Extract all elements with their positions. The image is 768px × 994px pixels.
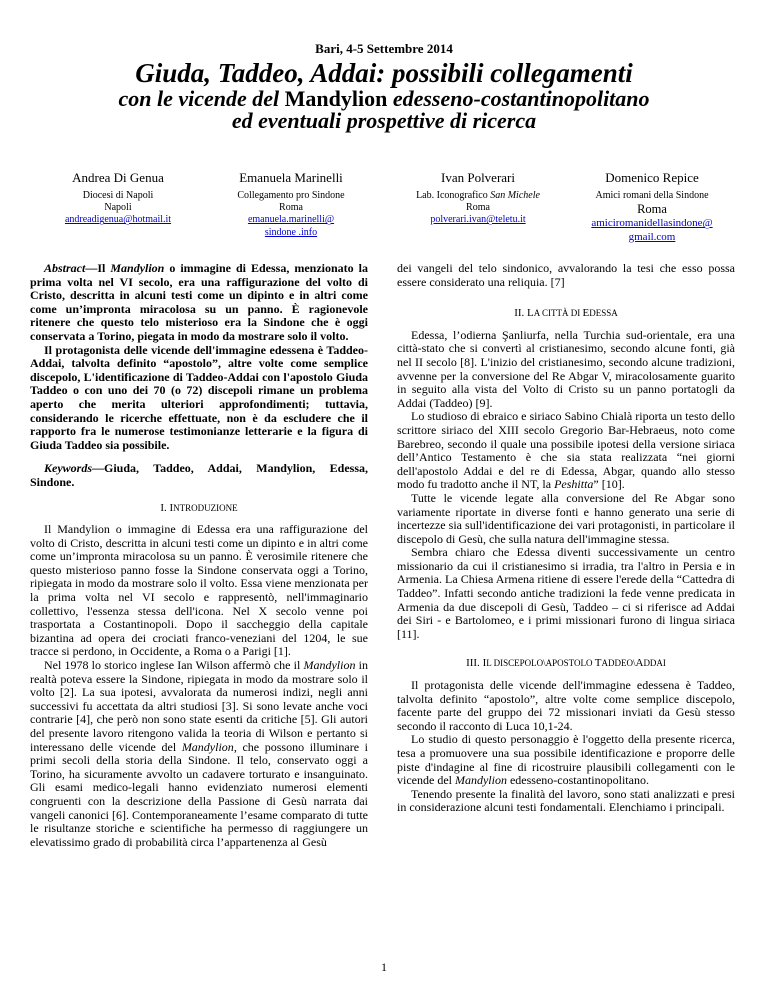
author-3 bbox=[393, 170, 563, 227]
author-name: Andrea Di Genua bbox=[72, 170, 164, 185]
keywords: Keywords—Giuda, Taddeo, Addai, Mandylion, Edessa, Sindone. bbox=[30, 461, 368, 489]
edessa-paragraph-4: Sembra chiaro che Edessa diventi successivamente un centro missionario da cui il cristianesimo si irradia, tra l'altro in Persia e in Armenia. La Chiesa Armena ritiene di essere l'erede della “Cattedra di Taddeo”. Infatti secondo antiche tradizioni la fede venne predicata in Armenia da due discepoli di Gesù, Taddeo – ci si riferisce ad Addai dei Siri - e Bartolomeo, e i primi missionari furono di lingua siriaca [11]. bbox=[397, 545, 735, 641]
title-line-1: Giuda, Taddeo, Addai: possibili collegamenti bbox=[135, 58, 633, 88]
author-affiliation: Diocesi di Napoli bbox=[82, 190, 154, 201]
taddeo-paragraph-1: Il protagonista delle vicende dell'immagine edessena è Taddeo, talvolta definito “apostolo”, altre volte come semplice discepolo, facente parte del gruppo dei 72 missionari inviati da Gesù stesso secondo il racconto di Luca 10,1-24. bbox=[397, 678, 735, 733]
author-city: Roma bbox=[466, 202, 490, 214]
section-heading-introduzione: I. INTRODUZIONE bbox=[160, 501, 238, 514]
continued-paragraph: dei vangeli del telo sindonico, avvalorando la tesi che esso possa essere considerato una reliquia. [7] bbox=[397, 261, 735, 289]
section-heading-edessa: II. LA CITTÀ DI EDESSA bbox=[514, 307, 618, 320]
left-column bbox=[30, 262, 368, 849]
abstract-paragraph-2: Il protagonista delle vicende dell'immagine edessena è Taddeo-Addai, talvolta definito “apostolo”, altre volte come semplice discepolo, L'identificazione di Taddeo-Addai con l'apostolo Giuda Taddeo o con uno dei 70 (o 72) discepoli rimane un problema aperto che merita ulteriori approfondimenti; tuttavia, considerando le ricerche effettuate, non è da escludere che il rapporto fra le numerose testimonianze letterarie e la figura di Giuda Taddeo sia possibile. bbox=[30, 342, 368, 452]
author-email-link-cont[interactable]: sindone .info bbox=[264, 226, 318, 238]
paper-title bbox=[0, 60, 768, 132]
intro-paragraph-1: Il Mandylion o immagine di Edessa era una raffigurazione del volto di Cristo, descritta in alcuni testi come un dipinto e in altri come come un’impronta miracolosa su un panno. È verosimile ritenere che questo misterioso panno fosse la Sindone conservata oggi a Torino, ripiegata in modo da mostrare solo il volto. Essa viene menzionata per la prima volta nel VI secolo e rappresentò, nell'immaginario collettivo, l'essenza stessa dell'icona. Nel X secolo venne poi trasportata a Costantinopoli. Dopo il saccheggio della capitale bizantina ad opera dei crociati franco-veneziani del 1204, le sue tracce si perdono, in Occidente, a Roma o a Parigi [1]. bbox=[30, 522, 368, 659]
intro-paragraph-2: Nel 1978 lo storico inglese Ian Wilson affermò che il Mandylion in realtà poteva essere la Sindone, ripiegata in modo da mostrare solo il volto [2]. La sua ipotesi, avvalorata da numerosi indizi, negli anni successivi fu accettata da altri studiosi [3]. Si sono levate anche voci contrarie [4], che però non sono state esenti da critiche [5]. Gli autori del presente lavoro ritengono valida la teoria di Wilson e pertanto si interessano delle vicende del Mandylion, che possono illuminare i primi secoli della storia della Sindone. Il telo, conservato oggi a Torino, ha sicuramente avvolto un cadavere torturato e insanguinato. Gli esami medico-legali hanno evidenziato numerosi elementi congruenti con la descrizione della Passione di Gesù narrata dai vangeli canonici [6]. Contemporaneamente l’esame comparato di tutte le risultanze storiche e scientifiche ha permesso di raggiungere un elevatissimo grado di probabilità circa l’appartenenza al Gesù bbox=[30, 658, 368, 849]
taddeo-paragraph-3: Tenendo presente la finalità del lavoro, sono stati analizzati e presi in considerazione alcuni testi fondamentali. Elenchiamo i principali. bbox=[397, 786, 735, 815]
author-city: Napoli bbox=[104, 202, 132, 214]
right-column bbox=[397, 262, 735, 815]
author-affiliation: Lab. Iconografico San Michele bbox=[416, 190, 540, 201]
edessa-paragraph-2: Lo studioso di ebraico e siriaco Sabino Chialà riporta un testo dello scrittore siriaco del XIII secolo Gregorio Bar-Hebraeus, noto come Barebreo, secondo il quale una possibile ipotesi della versione siriaca dell’Antico Testamento è che sia stata realizzata “nei giorni dell'apostolo Addai e del re di Edessa, Abgar, quando allo stesso modo fu tradotto anche il NT, la Peshitta” [10]. bbox=[397, 409, 735, 492]
author-email-link[interactable]: emanuela.marinelli@ bbox=[247, 214, 335, 226]
author-email-link[interactable]: andreadigenua@hotmail.it bbox=[64, 214, 172, 226]
author-name: Domenico Repice bbox=[605, 170, 699, 185]
author-city: Roma bbox=[279, 202, 303, 214]
author-1 bbox=[33, 170, 203, 227]
conference-line: Bari, 4-5 Settembre 2014 bbox=[315, 41, 453, 56]
author-block bbox=[33, 170, 737, 270]
section-heading-taddeo: III. IL DISCEPOLO\APOSTOLO TADDEO\ADDAI bbox=[466, 657, 666, 670]
mandylion-word: Mandylion bbox=[284, 85, 388, 111]
edessa-paragraph-1: Edessa, l’odierna Şanliurfa, nella Turchia sud-orientale, era una città-stato che si convertì al cristianesimo, secondo alcune fonti, già nel II secolo [8]. L'inizio del cristianesimo, secondo alcune tradizioni, avvenne per la conversione del Re Abgar V, miracolosamente guarito in seguito alla vista del Volto di Cristo su un panno portatogli da Addai (Taddeo) [9]. bbox=[397, 327, 735, 410]
author-affiliation: Collegamento pro Sindone bbox=[237, 190, 345, 201]
title-line-3: ed eventuali prospettive di ricerca bbox=[231, 107, 537, 133]
title-line-2: con le vicende del Mandylion edesseno-costantinopolitano bbox=[118, 85, 650, 111]
author-name: Emanuela Marinelli bbox=[239, 170, 343, 185]
author-affiliation: Amici romani della Sindone bbox=[595, 190, 709, 201]
author-2 bbox=[206, 170, 376, 239]
taddeo-paragraph-2: Lo studio di questo personaggio è l'oggetto della presente ricerca, tesa a promuovere una sua possibile identificazione e proporre delle piste d'indagine al fine di ricostruire plausibili collegamenti con le vicende del Mandylion edesseno-costantinopolitano. bbox=[397, 732, 735, 788]
author-email-link[interactable]: amiciromanidellasindone@ bbox=[591, 217, 713, 230]
author-4 bbox=[567, 170, 737, 244]
author-email-link-cont[interactable]: gmail.com bbox=[628, 230, 676, 243]
abstract-paragraph-1: Abstract—Il Mandylion o immagine di Edessa, menzionato la prima volta nel VI secolo, era una raffigurazione del volto di Cristo, descritta in alcuni testi come un dipinto e in altri come come un’impronta miracolosa su un panno. È ragionevole ritenere che questo telo misterioso era la Sindone che è oggi conservata a Torino, piegata in modo da mostrare solo il volto. bbox=[30, 261, 368, 343]
author-name: Ivan Polverari bbox=[440, 170, 515, 185]
page-number: 1 bbox=[381, 960, 387, 974]
author-city: Roma bbox=[637, 202, 667, 217]
edessa-paragraph-3: Tutte le vicende legate alla conversione del Re Abgar sono variamente riportate in diverse fonti e hanno generato una serie di incertezze sia sull'identificazione dei vari protagonisti, in particolare il discepolo di Gesù, che sulla natura dell'immagine stessa. bbox=[397, 490, 735, 546]
author-email-link[interactable]: polverari.ivan@teletu.it bbox=[430, 214, 526, 226]
